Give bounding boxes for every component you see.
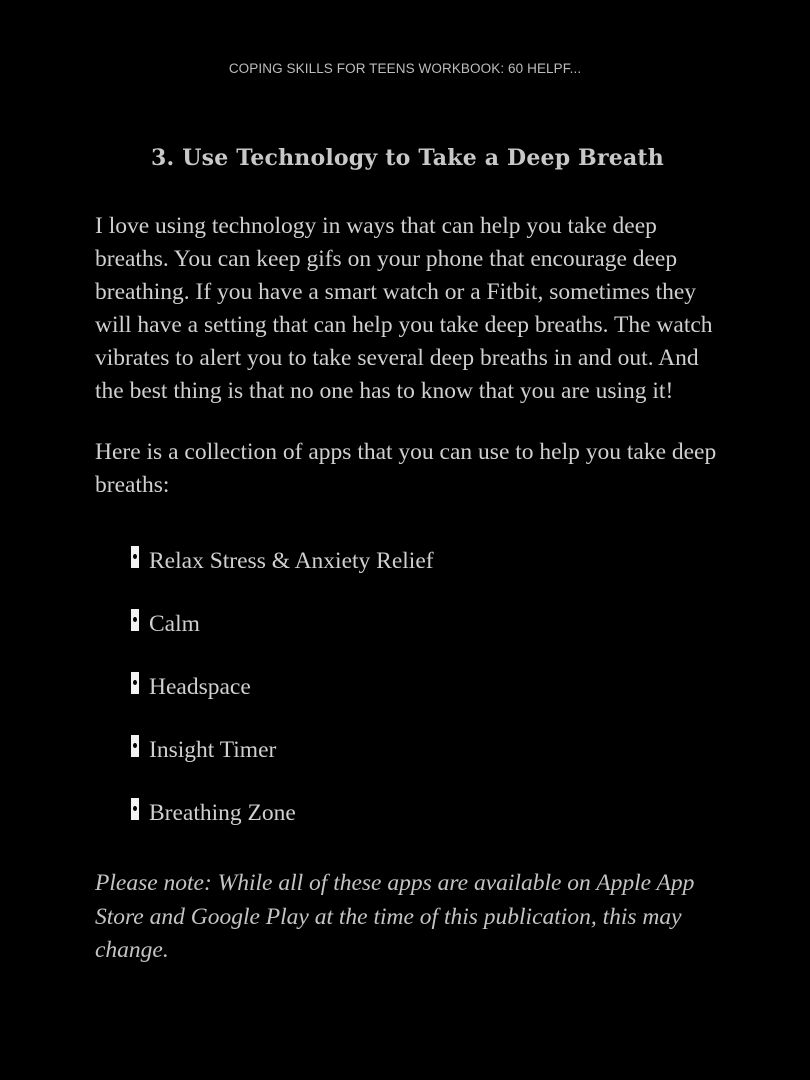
publication-note: Please note: While all of these apps are available on Apple App Store and Google Play at the time of this publication, this may change.: [95, 870, 695, 963]
bullet-icon: [131, 609, 139, 631]
bullet-icon: [131, 672, 139, 694]
bullet-icon: [131, 546, 139, 568]
list-item: [131, 782, 720, 845]
page-content: [95, 140, 720, 968]
paragraph-intro: I love using technology in ways that can help you take deep breaths. You can keep gifs on your phone that encourage deep breathing. If you have a smart watch or a Fitbit, sometimes they will have a setting that can help you take deep breaths. The watch vibrates to alert you to take several deep breaths in and out. And the best thing is that no one has to know that you are using it!: [95, 213, 713, 404]
paragraph-apps-intro: Here is a collection of apps that you can use to help you take deep breaths:: [95, 439, 717, 498]
app-name: Insight Timer: [149, 737, 277, 763]
section-heading: 3. Use Technology to Take a Deep Breath: [151, 145, 664, 171]
list-item: [131, 656, 720, 719]
bullet-icon: [131, 735, 139, 757]
list-item: [131, 530, 720, 593]
app-name: Headspace: [149, 674, 251, 700]
app-name: Relax Stress & Anxiety Relief: [149, 548, 434, 574]
app-name: Calm: [149, 611, 200, 637]
app-name: Breathing Zone: [149, 800, 296, 826]
list-item: [131, 593, 720, 656]
app-list: [95, 530, 720, 845]
running-header-book-title: COPING SKILLS FOR TEENS WORKBOOK: 60 HELPF...: [228, 61, 582, 76]
list-item: [131, 719, 720, 782]
bullet-icon: [131, 798, 139, 820]
